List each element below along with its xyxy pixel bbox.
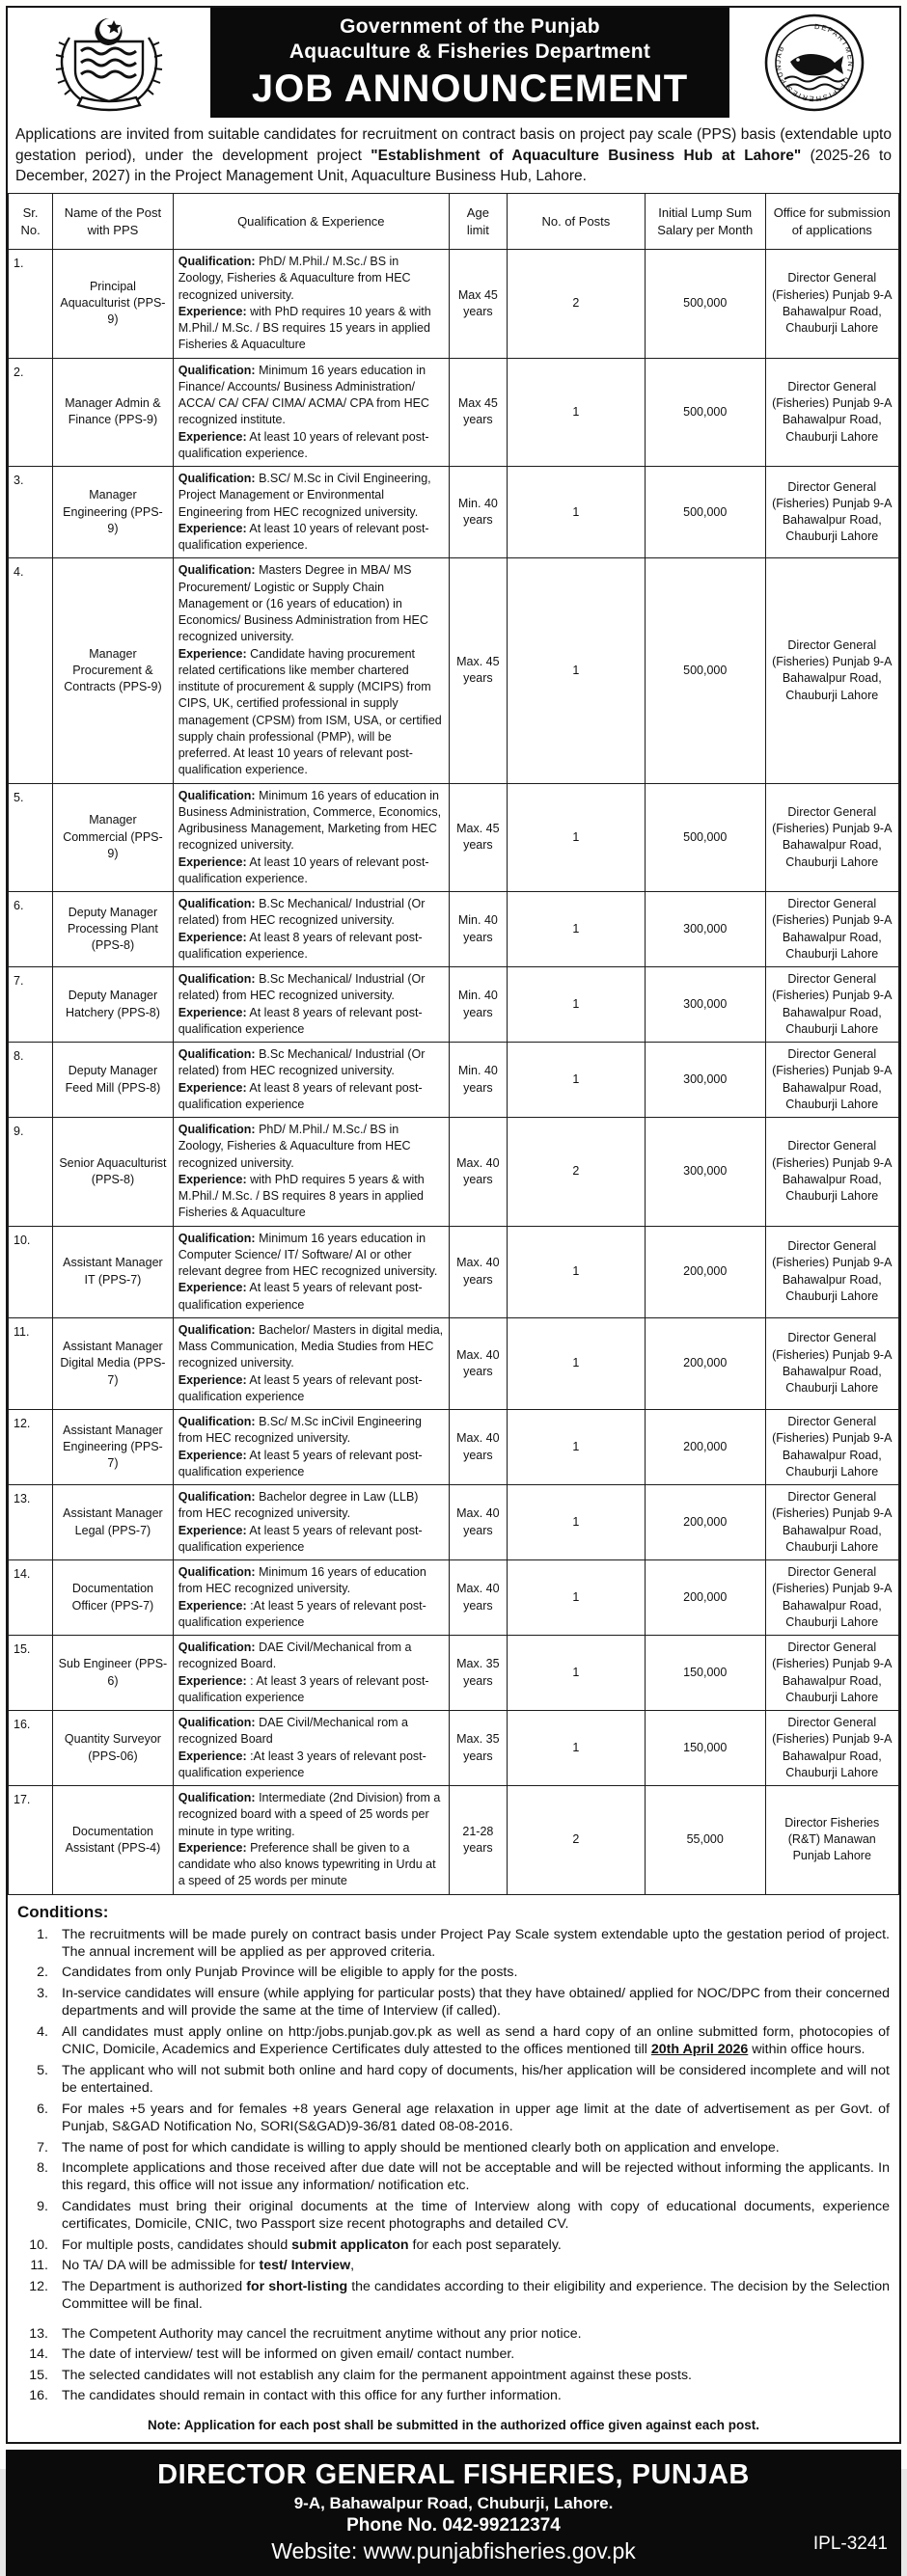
cell-sr-no: 16.: [9, 1711, 53, 1786]
cell-no-of-posts: 1: [507, 1711, 645, 1786]
cell-qualification-experience: Qualification: B.Sc/ M.Sc inCivil Engineering from HEC recognized university. Experience: At least 5 years of relevant post-qualification experience: [173, 1410, 449, 1485]
table-row: [9, 358, 899, 467]
cell-age-limit: 21-28 years: [449, 1786, 507, 1895]
cell-sr-no: 13.: [9, 1485, 53, 1560]
condition-item: [17, 2023, 890, 2059]
cell-sr-no: 8.: [9, 1043, 53, 1118]
table-row: [9, 250, 899, 359]
footer-phone: Phone No. 042-99212374: [346, 2515, 561, 2536]
cell-no-of-posts: 2: [507, 1786, 645, 1895]
cell-office: Director General (Fisheries) Punjab 9-A Bahawalpur Road, Chauburji Lahore: [765, 558, 898, 783]
condition-item: [17, 2198, 890, 2234]
column-header: Age limit: [449, 194, 507, 250]
job-announcement-title: JOB ANNOUNCEMENT: [251, 67, 689, 110]
table-row: [9, 1317, 899, 1409]
cell-no-of-posts: 2: [507, 1118, 645, 1227]
cell-qualification-experience: Qualification: Bachelor/ Masters in digital media, Mass Communication, Media Studies from HEC recognized university. Experience: At least 5 years of relevant post-qualification experience: [173, 1317, 449, 1409]
header-banner: [8, 8, 899, 118]
cell-salary: 300,000: [645, 1118, 765, 1227]
cell-sr-no: 12.: [9, 1410, 53, 1485]
condition-number: 14.: [29, 2346, 48, 2363]
cell-post-name: Principal Aquaculturist (PPS-9): [53, 250, 174, 359]
document-border: [6, 6, 901, 2444]
cell-post-name: Manager Commercial (PPS-9): [53, 783, 174, 892]
condition-text: The date of interview/ test will be informed on given email/ contact number.: [62, 2346, 515, 2363]
fisheries-seal-icon: [757, 12, 871, 114]
cell-no-of-posts: 1: [507, 1485, 645, 1560]
table-row: [9, 892, 899, 967]
cell-salary: 500,000: [645, 358, 765, 467]
cell-salary: 500,000: [645, 467, 765, 558]
cell-post-name: Manager Admin & Finance (PPS-9): [53, 358, 174, 467]
cell-qualification-experience: Qualification: DAE Civil/Mechanical rom a recognized Board Experience: :At least 3 years of relevant post-qualification experience: [173, 1711, 449, 1786]
condition-item: [17, 2062, 890, 2098]
condition-number: 16.: [29, 2387, 48, 2403]
condition-item: [17, 2278, 890, 2314]
column-header: Office for submission of applications: [765, 194, 898, 250]
cell-post-name: Documentation Officer (PPS-7): [53, 1560, 174, 1636]
table-row: [9, 1485, 899, 1560]
condition-item: [17, 2325, 890, 2343]
condition-text: The name of post for which candidate is willing to apply should be mentioned clearly both on application and envelope.: [62, 2139, 780, 2156]
cell-post-name: Assistant Manager Legal (PPS-7): [53, 1485, 174, 1560]
cell-sr-no: 15.: [9, 1636, 53, 1711]
condition-item: [17, 2237, 890, 2254]
cell-qualification-experience: Qualification: Bachelor degree in Law (LLB) from HEC recognized university. Experience: At least 5 years of relevant post-qualification experience: [173, 1485, 449, 1560]
punjab-crest-icon: [37, 13, 181, 113]
cell-age-limit: Max. 35 years: [449, 1636, 507, 1711]
cell-office: Director General (Fisheries) Punjab 9-A Bahawalpur Road, Chauburji Lahore: [765, 892, 898, 967]
cell-post-name: Deputy Manager Hatchery (PPS-8): [53, 967, 174, 1043]
cell-post-name: Manager Procurement & Contracts (PPS-9): [53, 558, 174, 783]
cell-age-limit: Max 45 years: [449, 250, 507, 359]
cell-sr-no: 9.: [9, 1118, 53, 1227]
note-line: Note: Application for each post shall be submitted in the authorized office given against each post.: [147, 2418, 760, 2433]
cell-no-of-posts: 1: [507, 467, 645, 558]
condition-item: [17, 2257, 890, 2274]
cell-office: Director General (Fisheries) Punjab 9-A Bahawalpur Road, Chauburji Lahore: [765, 1560, 898, 1636]
cell-post-name: Assistant Manager Engineering (PPS-7): [53, 1410, 174, 1485]
fisheries-department-seal-logo: [728, 8, 899, 118]
table-row: [9, 1636, 899, 1711]
condition-number: 12.: [29, 2278, 48, 2294]
cell-qualification-experience: Qualification: B.SC/ M.Sc in Civil Engineering, Project Management or Environmental Engineering from HEC recognized university. Experience: At least 10 years of relevant post-qualification experience.: [173, 467, 449, 558]
cell-post-name: Assistant Manager Digital Media (PPS-7): [53, 1317, 174, 1409]
cell-salary: 300,000: [645, 1043, 765, 1118]
condition-number: 10.: [29, 2237, 48, 2253]
condition-number: 7.: [37, 2139, 48, 2156]
conditions-list: [17, 1926, 890, 2405]
cell-qualification-experience: Qualification: B.Sc Mechanical/ Industrial (Or related) from HEC recognized university. Experience: At least 8 years of relevant post-qualification experience.: [173, 892, 449, 967]
cell-sr-no: 1.: [9, 250, 53, 359]
cell-qualification-experience: Qualification: Minimum 16 years of education from HEC recognized university. Experience: :At least 5 years of relevant post-qualification experience: [173, 1560, 449, 1636]
cell-age-limit: Max. 40 years: [449, 1118, 507, 1227]
posts-table: [8, 193, 899, 1895]
condition-item: [17, 2387, 890, 2404]
cell-office: Director General (Fisheries) Punjab 9-A Bahawalpur Road, Chauburji Lahore: [765, 250, 898, 359]
cell-office: Director General (Fisheries) Punjab 9-A Bahawalpur Road, Chauburji Lahore: [765, 1636, 898, 1711]
table-row: [9, 1118, 899, 1227]
cell-no-of-posts: 1: [507, 1560, 645, 1636]
cell-no-of-posts: 1: [507, 1636, 645, 1711]
footer-banner: [6, 2450, 901, 2576]
cell-sr-no: 7.: [9, 967, 53, 1043]
cell-salary: 200,000: [645, 1410, 765, 1485]
table-row: [9, 783, 899, 892]
cell-post-name: Senior Aquaculturist (PPS-8): [53, 1118, 174, 1227]
banner-text: [212, 8, 728, 118]
cell-sr-no: 11.: [9, 1317, 53, 1409]
cell-age-limit: Min. 40 years: [449, 892, 507, 967]
condition-number: 8.: [37, 2160, 48, 2176]
cell-qualification-experience: Qualification: PhD/ M.Phil./ M.Sc./ BS in Zoology, Fisheries & Aquaculture from HEC recognized university. Experience: with PhD requires 5 years & with M.Phil./ M.Sc. / BS requires 8 years in applied Fisheries & Aquaculture: [173, 1118, 449, 1227]
cell-age-limit: Max. 40 years: [449, 1560, 507, 1636]
conditions-section: [8, 1895, 899, 2443]
cell-post-name: Documentation Assistant (PPS-4): [53, 1786, 174, 1895]
cell-office: Director General (Fisheries) Punjab 9-A Bahawalpur Road, Chauburji Lahore: [765, 1485, 898, 1560]
condition-item: [17, 2101, 890, 2136]
cell-office: Director General (Fisheries) Punjab 9-A Bahawalpur Road, Chauburji Lahore: [765, 967, 898, 1043]
cell-age-limit: Max. 35 years: [449, 1711, 507, 1786]
cell-qualification-experience: Qualification: B.Sc Mechanical/ Industrial (Or related) from HEC recognized university. Experience: At least 8 years of relevant post-qualification experience: [173, 1043, 449, 1118]
table-row: [9, 558, 899, 783]
cell-salary: 200,000: [645, 1485, 765, 1560]
cell-qualification-experience: Qualification: B.Sc Mechanical/ Industrial (Or related) from HEC recognized university. Experience: At least 8 years of relevant post-qualification experience: [173, 967, 449, 1043]
cell-age-limit: Min. 40 years: [449, 1043, 507, 1118]
cell-sr-no: 10.: [9, 1226, 53, 1317]
cell-qualification-experience: Qualification: Minimum 16 years education in Finance/ Accounts/ Business Administration/ ACCA/ CA/ CFA/ CIMA/ ACMA/ CPA from HEC recognized institute. Experience: At least 10 years of relevant post-qualification experience.: [173, 358, 449, 467]
cell-salary: 200,000: [645, 1317, 765, 1409]
cell-salary: 500,000: [645, 250, 765, 359]
cell-office: Director General (Fisheries) Punjab 9-A Bahawalpur Road, Chauburji Lahore: [765, 1410, 898, 1485]
condition-item: [17, 2367, 890, 2384]
condition-number: 9.: [37, 2198, 48, 2214]
cell-no-of-posts: 1: [507, 1410, 645, 1485]
svg-text:DEPARTMENT OF FISHERIES PUNJAB: DEPARTMENT OF FISHERIES PUNJAB: [773, 21, 856, 104]
condition-number: 11.: [30, 2258, 48, 2274]
condition-number: 6.: [37, 2101, 48, 2117]
cell-post-name: Manager Engineering (PPS-9): [53, 467, 174, 558]
table-row: [9, 467, 899, 558]
cell-age-limit: Max. 45 years: [449, 783, 507, 892]
cell-sr-no: 2.: [9, 358, 53, 467]
cell-salary: 200,000: [645, 1226, 765, 1317]
column-header: Name of the Post with PPS: [53, 194, 174, 250]
condition-number: 13.: [29, 2325, 48, 2342]
condition-text: The Department is authorized for short-listing the candidates according to their eligibility and experience. The decision by the Selection Committee will be final.: [62, 2278, 890, 2313]
condition-text: The recruitments will be made purely on contract basis under Project Pay Scale system extendable upto the gestation period of project. The annual increment will be applied as per approved criteria.: [62, 1926, 890, 1961]
table-row: [9, 1043, 899, 1118]
punjab-government-crest-logo: [8, 8, 212, 118]
cell-no-of-posts: 1: [507, 1226, 645, 1317]
cell-age-limit: Min. 40 years: [449, 967, 507, 1043]
condition-text: For males +5 years and for females +8 years General age relaxation in upper age limit at the date of advertisement as per Govt. of Punjab, S&GAD Notification No, SORI(S&GAD)9-36/81 dated 08-08-2016.: [62, 2101, 890, 2135]
cell-qualification-experience: Qualification: Masters Degree in MBA/ MS Procurement/ Logistic or Supply Chain Management or (16 years of education) in Economics/ Business Administration from HEC recognized university. Experience: Candidate having procurement related certifications like member chartered institute of procurement & supply (MCIPS) from CIPS, UK, certified professional in supply management (CPSM) from ISM, USA, or certified supply chain professional (PMP), will be preferred. At least 10 years of relevant post-qualification experience.: [173, 558, 449, 783]
table-row: [9, 1786, 899, 1895]
footer-address: 9-A, Bahawalpur Road, Chuburji, Lahore.: [293, 2494, 614, 2513]
cell-post-name: Quantity Surveyor (PPS-06): [53, 1711, 174, 1786]
cell-no-of-posts: 1: [507, 892, 645, 967]
condition-number: 4.: [37, 2023, 48, 2040]
condition-text: Incomplete applications and those received after due date will not be acceptable and will be rejected without informing the applicants. In this regard, this office will not issue any information/ notification etc.: [62, 2160, 890, 2194]
column-header: Sr. No.: [9, 194, 53, 250]
cell-no-of-posts: 1: [507, 558, 645, 783]
cell-salary: 150,000: [645, 1636, 765, 1711]
condition-number: 3.: [37, 1985, 48, 2001]
condition-text: All candidates must apply online on http:/jobs.punjab.gov.pk as well as send a hard copy of an online submitted form, photocopies of CNIC, Domicile, Academics and Experience Certificates duly attested to the offices mentioned till 20th April 2026 within office hours.: [62, 2023, 890, 2058]
cell-no-of-posts: 1: [507, 1317, 645, 1409]
condition-text: The selected candidates will not establish any claim for the permanent appointment against these posts.: [62, 2367, 692, 2383]
conditions-title: Conditions:: [17, 1902, 109, 1921]
table-row: [9, 1711, 899, 1786]
cell-salary: 300,000: [645, 967, 765, 1043]
condition-item: [17, 1964, 890, 1981]
cell-sr-no: 5.: [9, 783, 53, 892]
cell-office: Director General (Fisheries) Punjab 9-A Bahawalpur Road, Chauburji Lahore: [765, 1226, 898, 1317]
condition-number: 15.: [29, 2367, 48, 2383]
cell-qualification-experience: Qualification: Minimum 16 years education in Computer Science/ IT/ Software/ AI or other relevant degree from HEC recognized university. Experience: At least 5 years of relevant post-qualification experience: [173, 1226, 449, 1317]
condition-item: [17, 2139, 890, 2156]
cell-office: Director General (Fisheries) Punjab 9-A Bahawalpur Road, Chauburji Lahore: [765, 1043, 898, 1118]
cell-salary: 500,000: [645, 783, 765, 892]
condition-item: [17, 2346, 890, 2363]
cell-qualification-experience: Qualification: PhD/ M.Phil./ M.Sc./ BS in Zoology, Fisheries & Aquaculture from HEC recognized university. Experience: with PhD requires 10 years & with M.Phil./ M.Sc. / BS requires 15 years in applied Fisheries & Aquaculture: [173, 250, 449, 359]
condition-text: Candidates must bring their original documents at the time of Interview along with copy of educational documents, experience certificates, Domicile, CNIC, two Passport size recent photographs and detailed CV.: [62, 2198, 890, 2233]
footer-director-general: DIRECTOR GENERAL FISHERIES, PUNJAB: [157, 2459, 750, 2491]
cell-sr-no: 3.: [9, 467, 53, 558]
cell-sr-no: 17.: [9, 1786, 53, 1895]
cell-sr-no: 14.: [9, 1560, 53, 1636]
condition-item: [17, 1926, 890, 1962]
condition-item: [17, 1985, 890, 2020]
table-row: [9, 967, 899, 1043]
cell-office: Director General (Fisheries) Punjab 9-A Bahawalpur Road, Chauburji Lahore: [765, 467, 898, 558]
column-header: Qualification & Experience: [173, 194, 449, 250]
table-row: [9, 1226, 899, 1317]
cell-age-limit: Max. 45 years: [449, 558, 507, 783]
intro-paragraph: Applications are invited from suitable candidates for recruitment on contract basis on project pay scale (PPS) basis (extendable upto gestation period), under the development project "Establishment of Aquaculture Business Hub at Lahore" (2025-26 to December, 2027) in the Project Management Unit, Aquaculture Business Hub, Lahore.: [15, 126, 892, 185]
condition-number: 1.: [37, 1926, 48, 1942]
condition-text: In-service candidates will ensure (while applying for particular posts) that they have obtained/ applied for NOC/DPC from their concerned departments and will provide the same at the time of Interview (if called).: [62, 1985, 890, 2020]
condition-text: The Competent Authority may cancel the recruitment anytime without any prior notice.: [62, 2325, 582, 2342]
cell-qualification-experience: Qualification: DAE Civil/Mechanical from a recognized Board. Experience: : At least 3 years of relevant post-qualification experience: [173, 1636, 449, 1711]
condition-text: For multiple posts, candidates should submit applicaton for each post separately.: [62, 2237, 562, 2253]
cell-no-of-posts: 2: [507, 250, 645, 359]
cell-no-of-posts: 1: [507, 783, 645, 892]
cell-qualification-experience: Qualification: Minimum 16 years of education in Business Administration, Commerce, Economics, Agribusiness Management, Marketing from HEC recognized university. Experience: At least 10 years of relevant post-qualification experience.: [173, 783, 449, 892]
cell-age-limit: Max. 40 years: [449, 1226, 507, 1317]
department-title: Aquaculture & Fisheries Department: [289, 40, 651, 63]
cell-age-limit: Max. 40 years: [449, 1410, 507, 1485]
condition-text: No TA/ DA will be admissible for test/ Interview,: [62, 2258, 355, 2274]
cell-salary: 200,000: [645, 1560, 765, 1636]
table-row: [9, 1410, 899, 1485]
cell-age-limit: Min. 40 years: [449, 467, 507, 558]
cell-post-name: Deputy Manager Feed Mill (PPS-8): [53, 1043, 174, 1118]
cell-no-of-posts: 1: [507, 358, 645, 467]
cell-office: Director General (Fisheries) Punjab 9-A Bahawalpur Road, Chauburji Lahore: [765, 1118, 898, 1227]
cell-office: Director General (Fisheries) Punjab 9-A Bahawalpur Road, Chauburji Lahore: [765, 358, 898, 467]
cell-no-of-posts: 1: [507, 967, 645, 1043]
condition-item: [17, 2159, 890, 2195]
cell-salary: 300,000: [645, 892, 765, 967]
cell-office: Director General (Fisheries) Punjab 9-A Bahawalpur Road, Chauburji Lahore: [765, 1711, 898, 1786]
column-header: No. of Posts: [507, 194, 645, 250]
cell-age-limit: Max. 40 years: [449, 1485, 507, 1560]
cell-salary: 500,000: [645, 558, 765, 783]
column-header: Initial Lump Sum Salary per Month: [645, 194, 765, 250]
cell-salary: 150,000: [645, 1711, 765, 1786]
condition-text: The applicant who will not submit both online and hard copy of documents, his/her application will be considered incomplete and will not be entertained.: [62, 2062, 890, 2097]
cell-office: Director General (Fisheries) Punjab 9-A Bahawalpur Road, Chauburji Lahore: [765, 783, 898, 892]
cell-post-name: Sub Engineer (PPS-6): [53, 1636, 174, 1711]
cell-office: Director General (Fisheries) Punjab 9-A Bahawalpur Road, Chauburji Lahore: [765, 1317, 898, 1409]
condition-text: Candidates from only Punjab Province will be eligible to apply for the posts.: [62, 1965, 518, 1981]
cell-sr-no: 4.: [9, 558, 53, 783]
table-row: [9, 1560, 899, 1636]
cell-post-name: Deputy Manager Processing Plant (PPS-8): [53, 892, 174, 967]
cell-post-name: Assistant Manager IT (PPS-7): [53, 1226, 174, 1317]
cell-salary: 55,000: [645, 1786, 765, 1895]
cell-age-limit: Max. 40 years: [449, 1317, 507, 1409]
cell-age-limit: Max 45 years: [449, 358, 507, 467]
condition-number: 2.: [37, 1965, 48, 1981]
condition-text: The candidates should remain in contact with this office for any further information.: [62, 2387, 562, 2403]
cell-sr-no: 6.: [9, 892, 53, 967]
cell-qualification-experience: Qualification: Intermediate (2nd Division) from a recognized board with a speed of 25 words per minute in type writing. Experience: Preference shall be given to a candidate who also knows typewriting in Urdu at a speed of 25 words per minute: [173, 1786, 449, 1895]
table-header-row: [9, 194, 899, 250]
footer-website: Website: www.punjabfisheries.gov.pk: [271, 2538, 636, 2564]
cell-no-of-posts: 1: [507, 1043, 645, 1118]
footer-ipl-code: IPL-3241: [812, 2534, 888, 2555]
cell-office: Director Fisheries (R&T) Manawan Punjab Lahore: [765, 1786, 898, 1895]
condition-number: 5.: [37, 2062, 48, 2078]
government-title: Government of the Punjab: [340, 14, 600, 38]
